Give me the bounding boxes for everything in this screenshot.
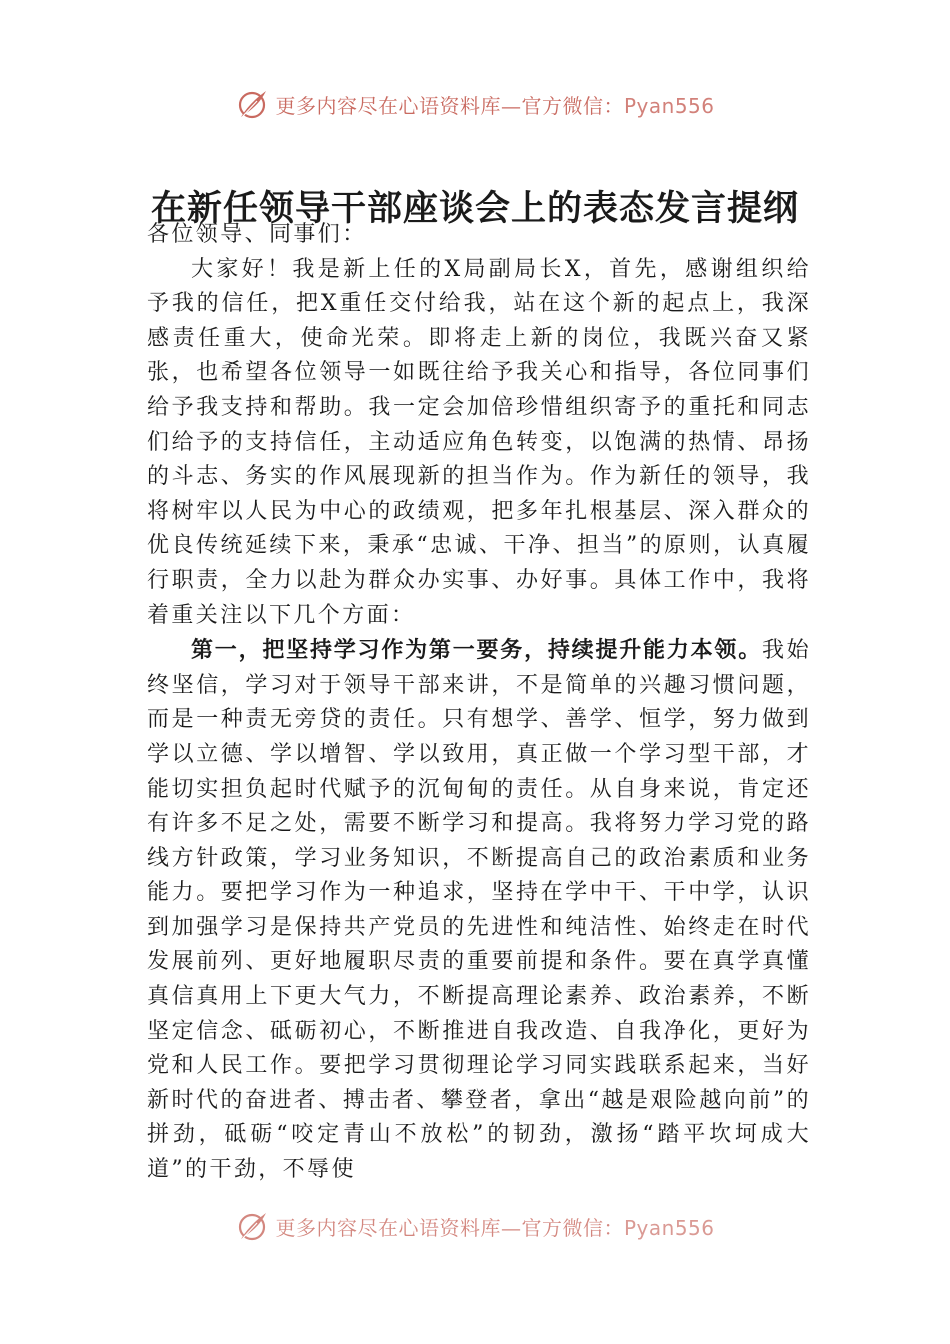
feather-pen-logo-icon bbox=[235, 1209, 269, 1243]
watermark-banner-bottom bbox=[0, 1206, 950, 1246]
document-title: 在新任领导干部座谈会上的表态发言提纲 bbox=[150, 188, 799, 229]
feather-pen-logo-icon bbox=[235, 87, 269, 121]
watermark-text: 更多内容尽在心语资料库—官方微信：Pyan556 bbox=[275, 93, 715, 118]
paragraph-intro: 大家好！我是新上任的X局副局长X，首先，感谢组织给予我的信任，把X重任交付给我，站在这个新的起点上，我深感责任重大，使命光荣。即将走上新的岗位，我既兴奋又紧张，也希望各位领导一如既往给予我关心和指导，各位同事们给予我支持和帮助。我一定会加倍珍惜组织寄予的重托和同志们给予的支持信任，主动适应角色转变，以饱满的热情、昂扬的斗志、务实的作风展现新的担当作为。作为新任的领导，我将树牢以人民为中心的政绩观，把多年扎根基层、深入群众的优良传统延续下来，秉承“忠诚、干净、担当”的原则，认真履行职责，全力以赴为群众办实事、办好事。具体工作中，我将着重关注以下几个方面： bbox=[147, 256, 811, 628]
section-body: 我始终坚信，学习对于领导干部来讲，不是简单的兴趣习惯问题，而是一种责无旁贷的责任。只有想学、善学、恒学，努力做到学以立德、学以增智、学以致用，真正做一个学习型干部，才能切实担负起时代赋予的沉甸甸的责任。从自身来说，肯定还有许多不足之处，需要不断学习和提高。我将努力学习党的路线方针政策，学习业务知识，不断提高自己的政治素质和业务能力。要把学习作为一种追求，坚持在学中干、干中学，认识到加强学习是保持共产党员的先进性和纯洁性、始终走在时代发展前列、更好地履职尽责的重要前提和条件。要在真学真懂真信真用上下更大气力，不断提高理论素养、政治素养，不断坚定信念、砥砺初心，不断推进自我改造、自我净化，更好为党和人民工作。要把学习贯彻理论学习同实践联系起来，当好新时代的奋进者、搏击者、攀登者，拿出“越是艰险越向前”的拼劲，砥砺“咬定青山不放松”的韧劲，激扬“踏平坎坷成大道”的干劲，不辱使 bbox=[147, 638, 811, 1183]
paragraph-section-1 bbox=[147, 633, 811, 1188]
watermark-banner-top bbox=[0, 84, 950, 124]
section-heading: 第一，把坚持学习作为第一要务，持续提升能力本领。 bbox=[191, 637, 762, 664]
document-body bbox=[147, 218, 811, 1188]
watermark-text: 更多内容尽在心语资料库—官方微信：Pyan556 bbox=[275, 1215, 715, 1240]
salutation: 各位领导、同事们： bbox=[147, 222, 367, 247]
